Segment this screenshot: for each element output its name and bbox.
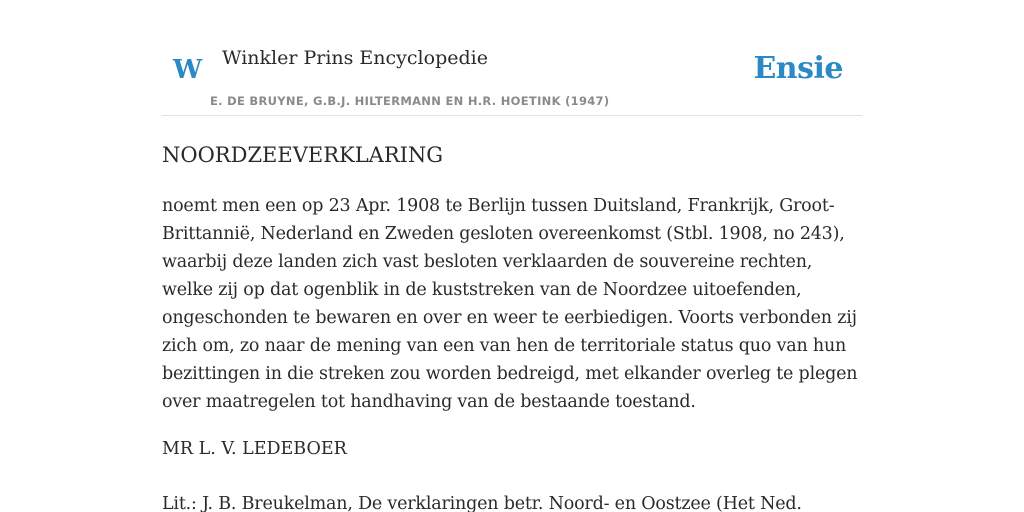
entry-title: NOORDZEEVERKLARING (162, 143, 444, 167)
site-header (162, 0, 862, 116)
entry-literature: Lit.: J. B. Breukelman, De verklaringen betr. Noord- en Oostzee (Het Ned. (162, 494, 802, 512)
entry-author: MR L. V. LEDEBOER (162, 439, 347, 459)
encyclopedia-title[interactable]: Winkler Prins Encyclopedie (222, 47, 488, 69)
page (162, 0, 862, 512)
encyclopedia-authors: E. DE BRUYNE, G.B.J. HILTERMANN EN H.R. HOETINK (1947) (210, 94, 610, 108)
ensie-brand-link[interactable]: Ensie (753, 51, 843, 86)
winkler-prins-logo[interactable]: W (173, 55, 203, 85)
entry-body: noemt men een op 23 Apr. 1908 te Berlijn tussen Duitsland, Frankrijk, Groot-Brittannië, Nederland en Zweden gesloten overeenkomst (Stbl. 1908, no 243), waarbij deze landen zich vast besloten verklaarden de souvereine rechten, welke zij op dat ogenblik in de kuststreken van de Noordzee uitoefenden, ongeschonden te bewaren en over en weer te eerbiedigen. Voorts verbonden zij zich om, zo naar de mening van een van hen de territoriale status quo van hun bezittingen in die streken zou worden bedreigd, met elkander overleg te plegen over maatregelen tot handhaving van de bestaande toestand. (162, 196, 858, 412)
